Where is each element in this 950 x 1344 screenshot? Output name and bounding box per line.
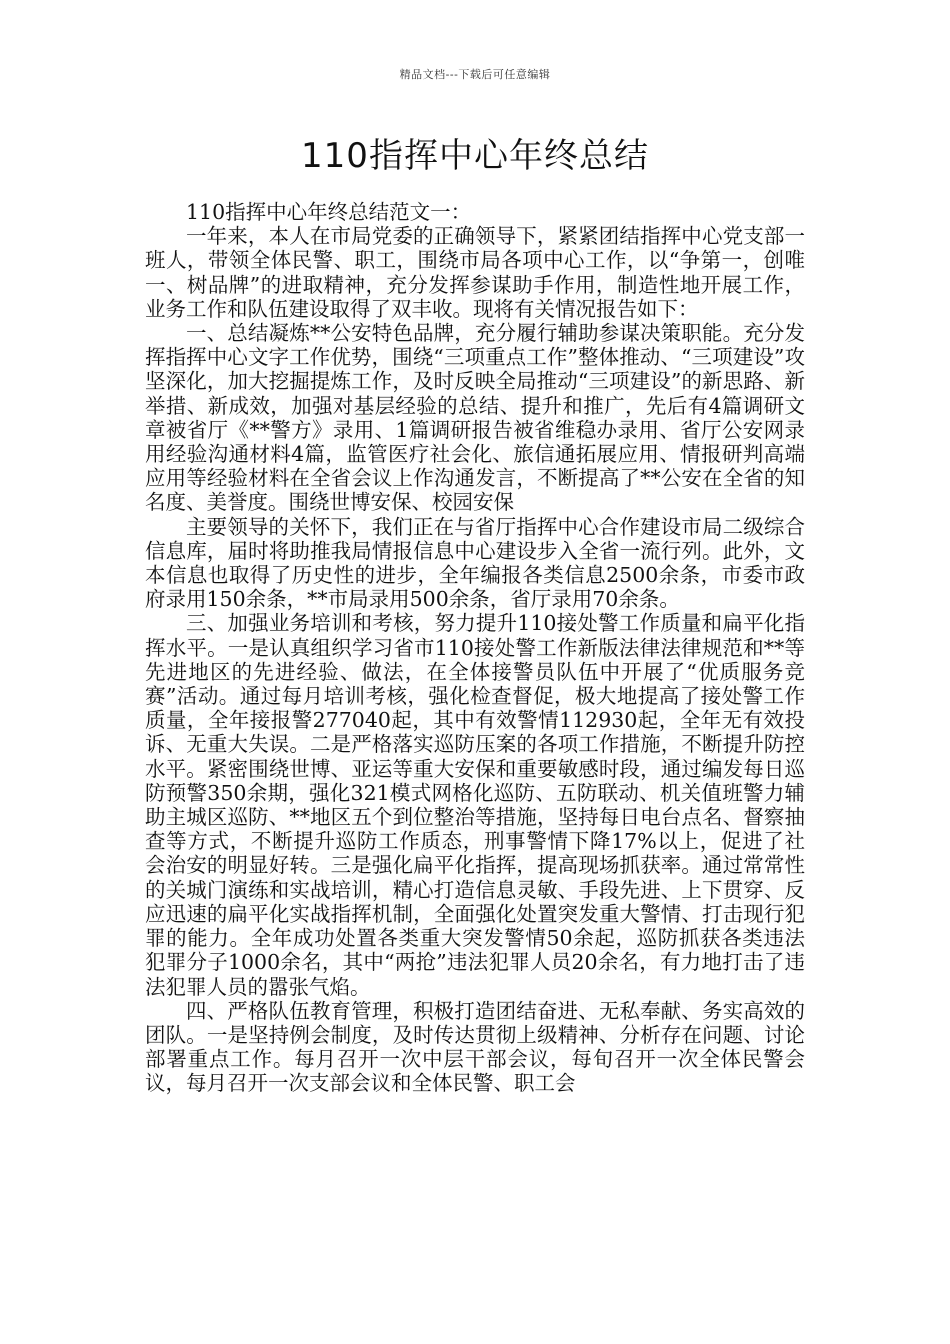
paragraph-overview: 一年来，本人在市局党委的正确领导下，紧紧团结指挥中心党支部一班人，带领全体民警、职工，围绕市局各项中心工作，以“争第一，创唯一、树品牌”的进取精神，充分发挥参谋助手作用，制造性地开展工作，业务工作和队伍建设取得了双丰收。现将有关情况报告如下： [145, 224, 805, 321]
page-title: 110指挥中心年终总结 [301, 136, 649, 176]
paragraph-section-four: 四、严格队伍教育管理，积极打造团结奋进、无私奉献、务实高效的团队。一是坚持例会制度，及时传达贯彻上级精神、分析存在问题、讨论部署重点工作。每月召开一次中层干部会议，每旬召开一次全体民警会议，每月召开一次支部会议和全体民警、职工会 [145, 998, 805, 1096]
paragraph-info-database: 主要领导的关怀下，我们正在与省厅指挥中心合作建设市局二级综合信息库，届时将助推我局情报信息中心建设步入全省一流行列。此外，文本信息也取得了历史性的进步，全年编报各类信息2500余条，市委市政府录用150余条，**市局录用500余条，省厅录用70余条。 [145, 514, 805, 612]
document-body [145, 200, 805, 1096]
header-note: 精品文档---下载后可任意编辑 [399, 68, 551, 81]
paragraph-section-three: 三、加强业务培训和考核，努力提升110接处警工作质量和扁平化指挥水平。一是认真组织学习省市110接处警工作新版法律法律规范和**等先进地区的先进经验、做法，在全体接警员队伍中开展了“优质服务竞赛”活动。通过每月培训考核，强化检查督促，极大地提高了接处警工作质量，全年接报警277040起，其中有效警情112930起，全年无有效投诉、无重大失误。二是严格落实巡防压案的各项工作措施，不断提升防控水平。紧密围绕世博、亚运等重大安保和重要敏感时段，通过编发每日巡防预警350余期，强化321模式网格化巡防、五防联动、机关值班警力辅助主城区巡防、**地区五个到位整治等措施，坚持每日电台点名、督察抽查等方式，不断提升巡防工作质态，刑事警情下降17%以上，促进了社会治安的明显好转。三是强化扁平化指挥，提高现场抓获率。通过常常性的关城门演练和实战培训，精心打造信息灵敏、手段先进、上下贯穿、反应迅速的扁平化实战指挥机制，全面强化处置突发重大警情、打击现行犯罪的能力。全年成功处置各类重大突发警情50余起，巡防抓获各类违法犯罪分子1000余名，其中“两抢”违法犯罪人员20余名，有力地打击了违法犯罪人员的嚣张气焰。 [145, 611, 805, 999]
paragraph-section-one: 一、总结凝炼**公安特色品牌，充分履行辅助参谋决策职能。充分发挥指挥中心文字工作优势，围绕“三项重点工作”整体推动、“三项建设”攻坚深化，加大挖掘提炼工作，及时反映全局推动“三项建设”的新思路、新举措、新成效，加强对基层经验的总结、提升和推广，先后有4篇调研文章被省厅《**警方》录用、1篇调研报告被省维稳办录用、省厅公安网录用经验沟通材料4篇，监管医疗社会化、旅信通拓展应用、情报研判高端应用等经验材料在全省会议上作沟通发言，不断提高了**公安在全省的知名度、美誉度。围绕世博安保、校园安保 [145, 321, 805, 515]
paragraph-intro: 110指挥中心年终总结范文一： [186, 200, 472, 224]
